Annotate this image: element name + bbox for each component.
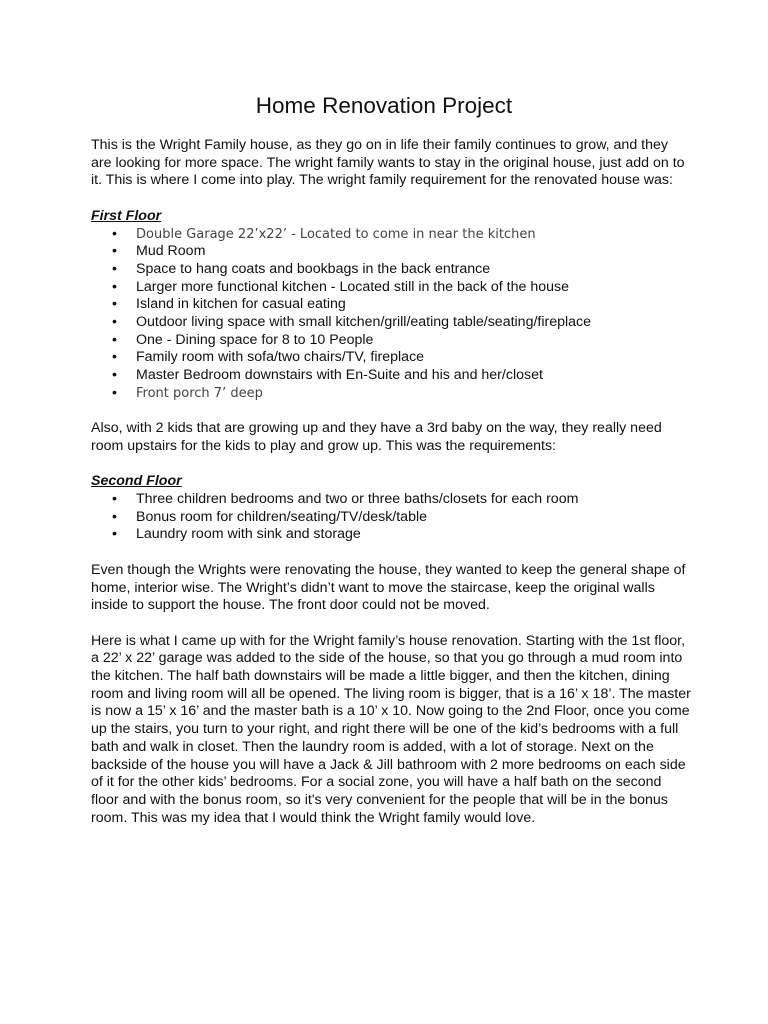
list-item (91, 349, 691, 367)
list-item-text: Master Bedroom downstairs with En-Suite and his and her/closet (136, 367, 543, 384)
spacer (91, 615, 691, 633)
second-floor-list (91, 491, 691, 544)
list-item (91, 509, 691, 527)
intro-paragraph: This is the Wright Family house, as they go on in life their family continues to grow, and they are looking for more space. The wright family wants to stay in the original house, just add on to it. This is where I come into play. The wright family requirement for the renovated house was: (91, 137, 685, 189)
kids-paragraph: Also, with 2 kids that are growing up and they have a 3rd baby on the way, they really need room upstairs for the kids to play and grow up. This was the requirements: (91, 420, 662, 454)
list-item (91, 261, 691, 279)
list-item-text: Front porch 7’ deep (136, 385, 263, 401)
list-item (91, 385, 691, 403)
list-item-text: Double Garage 22’x22’ - Located to come in near the kitchen (136, 226, 536, 242)
bullet-icon: • (112, 225, 117, 242)
document-title: Home Renovation Project (255, 93, 513, 118)
bullet-icon: • (112, 508, 117, 525)
list-item-text: Mud Room (136, 243, 206, 260)
document-body (91, 137, 691, 827)
bullet-icon: • (112, 349, 117, 366)
list-item (91, 243, 691, 261)
shape-paragraph: Even though the Wrights were renovating the house, they wanted to keep the general shape of home, interior wise. The Wright’s didn’t want to move the staircase, keep the original walls inside to support the house. The front door could not be moved. (91, 561, 686, 614)
list-item-text: One - Dining space for 8 to 10 People (136, 331, 374, 348)
spacer (91, 190, 691, 208)
spacer (91, 403, 691, 421)
bullet-icon: • (112, 243, 117, 260)
list-item-text: Family room with sofa/two chairs/TV, fireplace (136, 349, 425, 366)
list-item (91, 491, 691, 509)
list-item (91, 226, 691, 244)
bullet-icon: • (112, 367, 117, 384)
bullet-icon: • (112, 260, 117, 277)
spacer (91, 544, 691, 562)
first-floor-heading: First Floor (91, 207, 162, 224)
list-item (91, 367, 691, 385)
bullet-icon: • (112, 331, 117, 348)
list-item (91, 332, 691, 350)
bullet-icon: • (112, 384, 117, 401)
list-item (91, 296, 691, 314)
second-floor-heading: Second Floor (91, 473, 182, 490)
list-item (91, 314, 691, 332)
list-item-text: Outdoor living space with small kitchen/grill/eating table/seating/fireplace (136, 314, 592, 331)
spacer (91, 456, 691, 474)
list-item-text: Larger more functional kitchen - Located still in the back of the house (136, 278, 569, 295)
list-item-text: Island in kitchen for casual eating (136, 296, 346, 313)
bullet-icon: • (112, 314, 117, 331)
list-item (91, 526, 691, 544)
bullet-icon: • (112, 278, 117, 295)
bullet-icon: • (112, 526, 117, 543)
list-item (91, 279, 691, 297)
list-item-text: Space to hang coats and bookbags in the back entrance (136, 260, 491, 277)
list-item-text: Three children bedrooms and two or three baths/closets for each room (136, 491, 579, 508)
list-item-text: Bonus room for children/seating/TV/desk/table (136, 508, 427, 525)
first-floor-list (91, 226, 691, 403)
bullet-icon: • (112, 491, 117, 508)
bullet-icon: • (112, 296, 117, 313)
list-item-text: Laundry room with sink and storage (136, 526, 361, 543)
renovation-paragraph: Here is what I came up with for the Wright family’s house renovation. Starting with the 1st floor, a 22’ x 22’ garage was added to the side of the house, so that you go through a mud room into the kitchen. The half bath downstairs will be made a little bigger, and then the kitchen, dining room and living room will all be opened. The living room is bigger, that is a 16’ x 18’. The master is now a 15’ x 16’ and the master bath is a 10’ x 10. Now going to the 2nd Floor, once you come up the stairs, you turn to your right, and right there will be one of the kid’s bedrooms with a full bath and walk in closet. Then the laundry room is added, with a lot of storage. Next on the backside of the house you will have a Jack & Jill bathroom with 2 more bedrooms on each side of it for the other kids’ bedrooms. For a social zone, you will have a half bath on the second floor and with the bonus room, so it's very convenient for the people that will be in the bonus room. This was my idea that I would think the Wright family would love. (91, 632, 691, 826)
